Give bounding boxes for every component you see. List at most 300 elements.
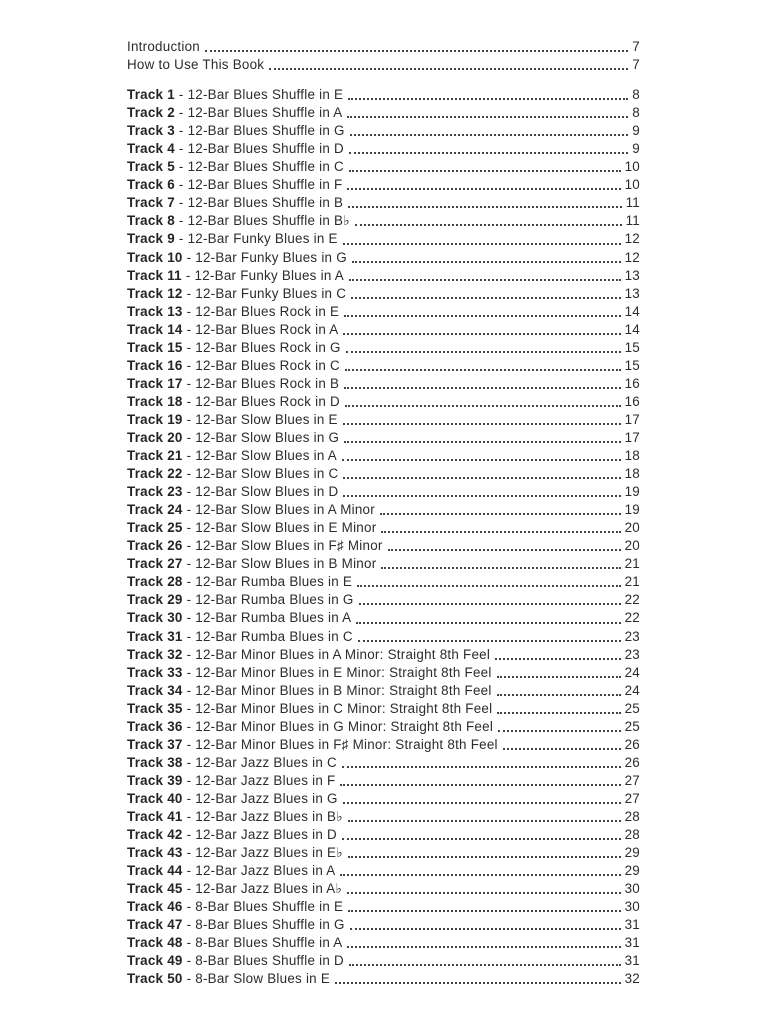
toc-entry-page: 22 [624, 610, 640, 626]
toc-entry-separator: - [182, 538, 196, 554]
toc-entry-separator: - [182, 429, 196, 445]
toc-leader-dots [352, 573, 624, 591]
toc-entry [127, 122, 640, 140]
toc-entry-separator: - [174, 195, 188, 211]
toc-entry-page: 16 [624, 375, 640, 391]
toc-entry-separator: - [174, 105, 188, 121]
toc-leader-dots [344, 952, 625, 970]
toc-entry-title: 12-Bar Blues Shuffle in B [187, 195, 344, 211]
toc-leader-dots [340, 357, 625, 375]
toc-entry-track-label: Track 17 [127, 375, 183, 391]
toc-entry-track-label: Track 21 [127, 448, 183, 464]
toc-leader-dots [335, 862, 624, 880]
toc-entry [127, 375, 640, 393]
toc-entry [127, 267, 640, 285]
toc-entry-page: 7 [632, 39, 640, 54]
toc-entry [127, 862, 640, 880]
toc-entry-track-label: Track 20 [127, 429, 183, 445]
toc-entry-track-label: Track 28 [127, 574, 183, 590]
toc-entry-track-label: Track 49 [127, 953, 183, 969]
toc-entry-page: 14 [624, 321, 640, 337]
toc-entry-separator: - [182, 628, 196, 644]
toc-entry-separator: - [182, 393, 196, 409]
toc-entry [127, 501, 640, 519]
toc-entry-separator: - [182, 772, 196, 788]
toc-entry-page: 28 [624, 827, 640, 843]
toc-entry-title: 12-Bar Blues Rock in C [195, 357, 340, 373]
toc-entry-page: 17 [624, 429, 640, 445]
toc-entry-separator: - [174, 87, 188, 103]
toc-entry-title: 12-Bar Minor Blues in E Minor: Straight 8th Feel [195, 664, 492, 680]
toc-leader-dots [339, 303, 624, 321]
toc-entry [127, 357, 640, 375]
toc-leader-dots [346, 285, 624, 303]
toc-entry-page: 12 [624, 231, 640, 247]
toc-entry-title: 12-Bar Blues Shuffle in B♭ [187, 213, 350, 229]
toc-entry-track-label: Track 15 [127, 339, 183, 355]
toc-entry-page: 18 [624, 448, 640, 464]
toc-entry-title: Introduction [127, 39, 200, 54]
toc-entry-track-label: Track 25 [127, 520, 183, 536]
toc-entry-title: 12-Bar Minor Blues in B Minor: Straight 8th Feel [195, 682, 492, 698]
toc-entry [127, 700, 640, 718]
toc-entry-separator: - [182, 754, 196, 770]
toc-entry-page: 27 [624, 790, 640, 806]
toc-entry-track-label: Track 30 [127, 610, 183, 626]
toc-entry-title: 12-Bar Funky Blues in C [195, 285, 347, 301]
toc-entry-separator: - [182, 971, 196, 987]
toc-entry-track-label: Track 23 [127, 484, 183, 500]
toc-entry-track-label: Track 32 [127, 646, 183, 662]
toc-entry-title: 12-Bar Jazz Blues in C [195, 754, 337, 770]
toc-leader-dots [338, 411, 625, 429]
toc-entry-title: 12-Bar Jazz Blues in A [195, 863, 336, 879]
toc-entry-separator: - [182, 574, 196, 590]
toc-entry-track-label: Track 13 [127, 303, 183, 319]
toc-leader-dots [335, 772, 624, 790]
toc-entry-title: 12-Bar Blues Shuffle in G [187, 123, 345, 139]
toc-entry-track-label: Track 3 [127, 123, 175, 139]
toc-entry [127, 537, 640, 555]
toc-entry-track-label: Track 45 [127, 881, 183, 897]
toc-entry [127, 916, 640, 934]
toc-entry-track-label: Track 14 [127, 321, 183, 337]
toc-leader-dots [376, 519, 624, 537]
toc-entry [127, 519, 640, 537]
toc-entry-title: 8-Bar Blues Shuffle in G [195, 917, 345, 933]
toc-leader-dots [330, 970, 625, 988]
toc-entry [127, 591, 640, 609]
toc-entry [127, 230, 640, 248]
toc-entry-track-label: Track 41 [127, 808, 183, 824]
toc-entry-page: 13 [624, 267, 640, 283]
toc-entry [127, 628, 640, 646]
toc-entry-track-label: Track 40 [127, 790, 183, 806]
toc-entry-track-label: Track 19 [127, 411, 183, 427]
toc-leader-dots [338, 483, 624, 501]
toc-leader-dots [344, 140, 632, 158]
toc-entry-page: 8 [632, 105, 640, 121]
toc-leader-dots [350, 212, 626, 230]
toc-entry [127, 249, 640, 267]
toc-entry-page: 20 [624, 538, 640, 554]
toc-entry-separator: - [182, 520, 196, 536]
toc-entry-page: 11 [625, 213, 640, 229]
toc-entry-separator: - [182, 466, 196, 482]
toc-entry-track-label: Track 48 [127, 935, 183, 951]
toc-entry [127, 934, 640, 952]
toc-entry [127, 844, 640, 862]
toc-entry [127, 664, 640, 682]
toc-entry-title: 12-Bar Blues Shuffle in E [187, 87, 344, 103]
toc-entry [127, 104, 640, 122]
toc-entry-track-label: Track 50 [127, 971, 183, 987]
toc-leader-dots [347, 249, 625, 267]
toc-entry-separator: - [182, 339, 196, 355]
toc-entry-page: 31 [624, 935, 640, 951]
toc-entry-separator: - [182, 790, 196, 806]
toc-entry-separator: - [182, 953, 196, 969]
toc-entry [127, 808, 640, 826]
toc-entry-separator: - [174, 213, 188, 229]
toc-entry-track-label: Track 36 [127, 718, 183, 734]
toc-entry-page: 28 [624, 808, 640, 824]
toc-entry-title: 12-Bar Funky Blues in E [187, 231, 338, 247]
toc-entry-title: 12-Bar Blues Shuffle in C [187, 159, 344, 175]
toc-entry-title: 12-Bar Slow Blues in B Minor [195, 556, 377, 572]
toc-entry [127, 56, 640, 74]
toc-entry-track-label: Track 44 [127, 863, 183, 879]
toc-leader-dots [375, 501, 625, 519]
toc-entry-page: 14 [624, 303, 640, 319]
toc-entry [127, 194, 640, 212]
toc-leader-dots [343, 86, 632, 104]
toc-entry [127, 321, 640, 339]
toc-leader-dots [342, 104, 632, 122]
toc-leader-dots [338, 790, 625, 808]
toc-leader-dots [338, 230, 625, 248]
toc-entry-page: 22 [624, 592, 640, 608]
toc-entry-track-label: Track 46 [127, 899, 183, 915]
toc-entry-title: 12-Bar Slow Blues in C [195, 466, 339, 482]
toc-leader-dots [492, 664, 625, 682]
toc-entry [127, 898, 640, 916]
toc-leader-dots [345, 122, 633, 140]
toc-entry-separator: - [182, 303, 196, 319]
toc-entry-title: 12-Bar Funky Blues in G [195, 249, 347, 265]
toc-entry [127, 736, 640, 754]
toc-entry-separator: - [182, 808, 196, 824]
toc-entry-separator: - [174, 177, 188, 193]
toc-leader-dots [351, 609, 624, 627]
toc-leader-dots [376, 555, 624, 573]
toc-leader-dots [337, 447, 625, 465]
toc-entry-title: 12-Bar Blues Rock in G [195, 339, 341, 355]
toc-entry-title: 12-Bar Blues Rock in A [195, 321, 339, 337]
toc-leader-dots [344, 267, 625, 285]
toc-entry-track-label: Track 22 [127, 466, 183, 482]
toc-entry-title: How to Use This Book [127, 57, 265, 73]
toc-entry-title: 12-Bar Jazz Blues in D [195, 827, 337, 843]
toc-entry-title: 12-Bar Rumba Blues in E [195, 574, 353, 590]
toc-leader-dots [343, 844, 625, 862]
toc-entry-title: 12-Bar Jazz Blues in F [195, 772, 336, 788]
toc-entry-page: 11 [625, 195, 640, 211]
toc-entry-title: 8-Bar Blues Shuffle in D [195, 953, 344, 969]
toc-leader-dots [343, 898, 624, 916]
toc-entry-page: 27 [624, 772, 640, 788]
toc-entry [127, 411, 640, 429]
toc-entry-page: 26 [624, 736, 640, 752]
toc-entry-separator: - [182, 881, 196, 897]
toc-entry-title: 12-Bar Blues Shuffle in D [187, 141, 344, 157]
toc-entry-title: 12-Bar Slow Blues in D [195, 484, 339, 500]
toc-leader-dots [343, 808, 625, 826]
toc-entry [127, 754, 640, 772]
toc-entry-title: 12-Bar Jazz Blues in E♭ [195, 845, 343, 861]
toc-entry [127, 970, 640, 988]
toc-entry-page: 24 [624, 682, 640, 698]
toc-entry-page: 19 [624, 484, 640, 500]
toc-entry [127, 952, 640, 970]
toc-leader-dots [341, 339, 625, 357]
toc-leader-dots [492, 700, 624, 718]
toc-entry-track-label: Track 27 [127, 556, 183, 572]
toc-entry-title: 12-Bar Slow Blues in E [195, 411, 338, 427]
toc-entry-page: 29 [624, 863, 640, 879]
toc-entry-title: 12-Bar Blues Rock in B [195, 375, 340, 391]
toc-entry-title: 12-Bar Slow Blues in A [195, 448, 337, 464]
toc-leader-dots [200, 38, 632, 56]
toc-leader-dots [342, 880, 625, 898]
toc-entry-separator: - [174, 123, 188, 139]
toc-entry-page: 31 [624, 917, 640, 933]
toc-entry-track-label: Track 38 [127, 754, 183, 770]
toc-entry-separator: - [182, 556, 196, 572]
toc-entry-page: 21 [624, 556, 640, 572]
toc-entry-title: 12-Bar Slow Blues in G [195, 429, 340, 445]
toc-entry [127, 826, 640, 844]
toc-entry-separator: - [182, 610, 196, 626]
toc-entry-separator: - [182, 411, 196, 427]
toc-entry-track-label: Track 5 [127, 159, 175, 175]
toc-leader-dots [337, 826, 625, 844]
toc-entry-title: 8-Bar Slow Blues in E [195, 971, 331, 987]
toc-entry-page: 23 [624, 646, 640, 662]
toc-entry-separator: - [182, 285, 196, 301]
toc-entry-title: 12-Bar Minor Blues in A Minor: Straight 8th Feel [195, 646, 491, 662]
toc-entry [127, 790, 640, 808]
toc-entry [127, 646, 640, 664]
toc-leader-dots [354, 591, 625, 609]
toc-entry-separator: - [182, 664, 196, 680]
toc-leader-dots [338, 321, 624, 339]
toc-list [127, 38, 640, 988]
toc-entry-page: 30 [624, 881, 640, 897]
toc-leader-dots [339, 429, 624, 447]
toc-entry-page: 7 [632, 57, 640, 73]
toc-entry-track-label: Track 1 [127, 87, 175, 103]
toc-entry-page: 24 [624, 664, 640, 680]
toc-entry-separator: - [182, 357, 196, 373]
toc-entry-page: 26 [624, 754, 640, 770]
toc-entry-page: 9 [632, 123, 640, 139]
toc-entry-title: 12-Bar Jazz Blues in B♭ [195, 808, 343, 824]
toc-entry-separator: - [182, 321, 196, 337]
toc-leader-dots [492, 682, 625, 700]
toc-entry-page: 23 [624, 628, 640, 644]
toc-entry [127, 285, 640, 303]
toc-leader-dots [490, 646, 625, 664]
toc-entry [127, 393, 640, 411]
toc-entry [127, 447, 640, 465]
toc-entry-page: 9 [632, 141, 640, 157]
toc-entry-track-label: Track 6 [127, 177, 175, 193]
toc-entry-track-label: Track 33 [127, 664, 183, 680]
toc-entry-page: 12 [624, 249, 640, 265]
toc-entry-separator: - [182, 845, 196, 861]
toc-entry-separator: - [182, 736, 196, 752]
toc-entry-track-label: Track 24 [127, 502, 183, 518]
toc-entry [127, 140, 640, 158]
toc-entry-track-label: Track 12 [127, 285, 183, 301]
toc-entry-title: 12-Bar Rumba Blues in G [195, 592, 354, 608]
toc-entry-title: 12-Bar Blues Rock in E [195, 303, 340, 319]
toc-leader-dots [343, 194, 625, 212]
toc-leader-dots [340, 393, 625, 411]
toc-entry [127, 176, 640, 194]
toc-entry-separator: - [182, 863, 196, 879]
toc-entry-separator: - [181, 267, 195, 283]
toc-entry-title: 12-Bar Minor Blues in F♯ Minor: Straight 8th Feel [195, 736, 498, 752]
toc-entry-title: 12-Bar Slow Blues in E Minor [195, 520, 377, 536]
toc-entry [127, 429, 640, 447]
toc-entry-track-label: Track 10 [127, 249, 183, 265]
toc-entry-title: 12-Bar Funky Blues in A [194, 267, 344, 283]
toc-entry [127, 573, 640, 591]
toc-entry-page: 10 [624, 159, 640, 175]
toc-entry-track-label: Track 34 [127, 682, 183, 698]
toc-entry-page: 19 [624, 502, 640, 518]
toc-leader-dots [345, 916, 625, 934]
toc-entry [127, 555, 640, 573]
toc-entry-track-label: Track 39 [127, 772, 183, 788]
toc-entry [127, 682, 640, 700]
toc-entry-track-label: Track 31 [127, 628, 183, 644]
toc-entry-track-label: Track 29 [127, 592, 183, 608]
toc-entry-page: 15 [624, 357, 640, 373]
toc-entry-separator: - [182, 249, 196, 265]
toc-leader-dots [338, 465, 624, 483]
toc-leader-dots [339, 375, 624, 393]
toc-entry [127, 465, 640, 483]
toc-leader-dots [337, 754, 625, 772]
toc-entry-separator: - [182, 375, 196, 391]
toc-entry [127, 880, 640, 898]
toc-entry-separator: - [182, 646, 196, 662]
toc-entry-separator: - [182, 917, 196, 933]
toc-entry [127, 158, 640, 176]
toc-entry [127, 609, 640, 627]
toc-leader-dots [264, 56, 632, 74]
toc-entry-track-label: Track 16 [127, 357, 183, 373]
toc-entry-title: 12-Bar Minor Blues in G Minor: Straight 8th Feel [195, 718, 494, 734]
toc-entry-track-label: Track 2 [127, 105, 175, 121]
toc-leader-dots [493, 718, 625, 736]
toc-entry-title: 12-Bar Blues Rock in D [195, 393, 340, 409]
toc-leader-dots [344, 158, 625, 176]
toc-entry-title: 12-Bar Jazz Blues in A♭ [195, 881, 343, 897]
toc-entry-separator: - [174, 141, 188, 157]
toc-entry-page: 17 [624, 411, 640, 427]
toc-entry [127, 303, 640, 321]
toc-entry-page: 31 [624, 953, 640, 969]
toc-entry [127, 483, 640, 501]
toc-entry [127, 339, 640, 357]
toc-entry-track-label: Track 47 [127, 917, 183, 933]
toc-entry-page: 32 [624, 971, 640, 987]
toc-entry-separator: - [182, 502, 196, 518]
toc-entry-title: 12-Bar Rumba Blues in C [195, 628, 353, 644]
toc-entry [127, 38, 640, 56]
toc-entry-page: 20 [624, 520, 640, 536]
toc-entry-track-label: Track 35 [127, 700, 183, 716]
toc-entry-page: 25 [624, 718, 640, 734]
toc-leader-dots [498, 736, 625, 754]
toc-entry-separator: - [182, 484, 196, 500]
toc-entry-separator: - [182, 718, 196, 734]
toc-entry [127, 212, 640, 230]
toc-entry-separator: - [182, 827, 196, 843]
toc-entry-title: 12-Bar Minor Blues in C Minor: Straight 8th Feel [195, 700, 493, 716]
toc-entry-page: 16 [624, 393, 640, 409]
toc-entry-separator: - [182, 899, 196, 915]
toc-leader-dots [342, 176, 624, 194]
toc-entry-title: 8-Bar Blues Shuffle in E [195, 899, 344, 915]
toc-entry-track-label: Track 43 [127, 845, 183, 861]
toc-entry-title: 12-Bar Blues Shuffle in F [187, 177, 343, 193]
toc-entry-page: 15 [624, 339, 640, 355]
toc-entry-separator: - [182, 448, 196, 464]
toc-entry-track-label: Track 11 [127, 267, 182, 283]
toc-leader-dots [353, 628, 625, 646]
toc-entry-separator: - [182, 935, 196, 951]
toc-entry-title: 12-Bar Slow Blues in A Minor [195, 502, 375, 518]
toc-entry-title: 12-Bar Slow Blues in F♯ Minor [195, 538, 383, 554]
toc-entry-track-label: Track 7 [127, 195, 175, 211]
toc-entry-track-label: Track 9 [127, 231, 175, 247]
toc-entry-track-label: Track 42 [127, 827, 183, 843]
toc-entry-track-label: Track 4 [127, 141, 175, 157]
toc-entry-title: 8-Bar Blues Shuffle in A [195, 935, 343, 951]
toc-entry-separator: - [174, 159, 188, 175]
toc-entry-separator: - [182, 592, 196, 608]
toc-entry-track-label: Track 26 [127, 538, 183, 554]
toc-entry-track-label: Track 8 [127, 213, 175, 229]
toc-entry-page: 30 [624, 899, 640, 915]
toc-entry-track-label: Track 18 [127, 393, 183, 409]
toc-entry-page: 8 [632, 87, 640, 103]
toc-leader-dots [342, 934, 624, 952]
toc-entry-page: 25 [624, 700, 640, 716]
toc-entry-separator: - [174, 231, 188, 247]
toc-entry [127, 86, 640, 104]
toc-entry-page: 13 [624, 285, 640, 301]
toc-entry-page: 21 [624, 574, 640, 590]
toc-entry-page: 10 [624, 177, 640, 193]
toc-entry-title: 12-Bar Blues Shuffle in A [187, 105, 343, 121]
toc-leader-dots [383, 537, 625, 555]
